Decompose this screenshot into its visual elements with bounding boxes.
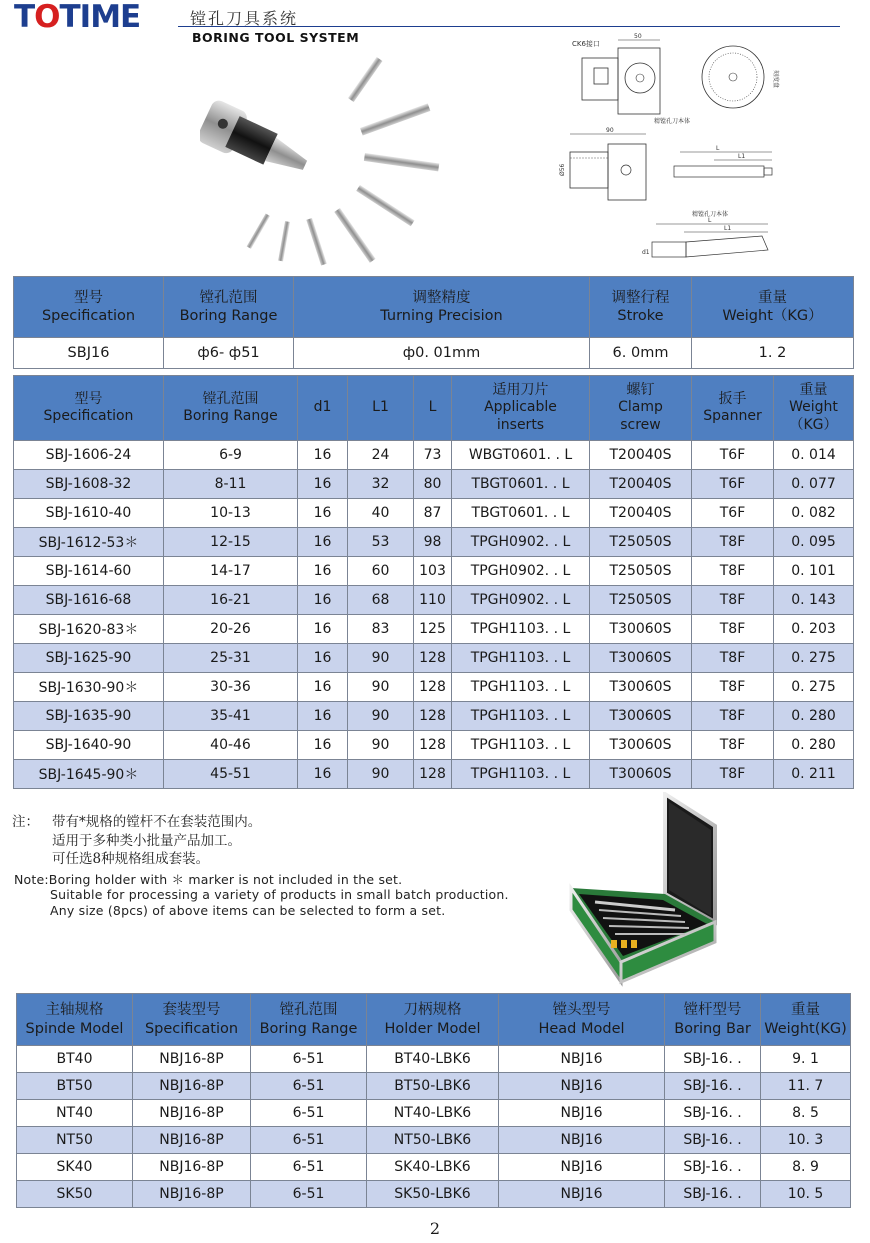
table-cell: SBJ-1614-60 — [14, 557, 164, 586]
table-cell: 8. 9 — [761, 1154, 851, 1181]
table-row — [17, 1154, 851, 1181]
table-cell: 0. 275 — [774, 644, 854, 673]
table-cell: T8F — [692, 731, 774, 760]
table-row — [14, 441, 854, 470]
note-cn-line: 可任选8种规格组成套装。 — [52, 851, 210, 867]
boring-tools-photo — [200, 40, 460, 276]
svg-text:精镗孔刀本体: 精镗孔刀本体 — [692, 211, 729, 218]
table-cell: T8F — [692, 702, 774, 731]
col-header: L1 — [348, 376, 414, 441]
table-cell: SBJ-16. . — [665, 1046, 761, 1073]
table-cell: 128 — [414, 644, 452, 673]
table-row — [14, 338, 854, 369]
table-row — [14, 586, 854, 615]
table-cell: 0. 014 — [774, 441, 854, 470]
page-title-en: BORING TOOL SYSTEM — [192, 30, 360, 45]
table-cell: T30060S — [590, 615, 692, 644]
svg-text:刻度盘: 刻度盘 — [772, 70, 779, 89]
table-cell: TPGH1103. . L — [452, 702, 590, 731]
table-cell: 73 — [414, 441, 452, 470]
table-cell: 60 — [348, 557, 414, 586]
note-en-line: Note:Boring holder with ＊ marker is not included in the set. — [14, 872, 403, 887]
col-header: 重量 Weight （KG） — [774, 376, 854, 441]
table-cell: T8F — [692, 644, 774, 673]
col-header: d1 — [298, 376, 348, 441]
table-cell: 24 — [348, 441, 414, 470]
table-cell: SBJ-16. . — [665, 1100, 761, 1127]
svg-text:90: 90 — [606, 127, 614, 134]
table-cell: 16 — [298, 615, 348, 644]
col-header: 套装型号 Specification — [133, 994, 251, 1046]
table-cell: 32 — [348, 470, 414, 499]
table-cell: NT40 — [17, 1100, 133, 1127]
table-cell: 35-41 — [164, 702, 298, 731]
table-cell: T8F — [692, 615, 774, 644]
table-cell: 16 — [298, 557, 348, 586]
table-cell: 16 — [298, 644, 348, 673]
table-cell: T20040S — [590, 470, 692, 499]
table-cell: TPGH0902. . L — [452, 528, 590, 557]
col-header: 适用刀片 Applicable inserts — [452, 376, 590, 441]
table-cell: WBGT0601. . L — [452, 441, 590, 470]
table-cell: TBGT0601. . L — [452, 499, 590, 528]
table-cell: T8F — [692, 586, 774, 615]
table-cell: SBJ-1616-68 — [14, 586, 164, 615]
table-cell: NBJ16 — [499, 1154, 665, 1181]
brand-logo: TOTIME — [14, 0, 141, 35]
svg-text:d1: d1 — [642, 249, 650, 256]
table-cell: SBJ-1620-83＊ — [14, 615, 164, 644]
table-cell: 10-13 — [164, 499, 298, 528]
table-cell: NT40-LBK6 — [367, 1100, 499, 1127]
table-cell: 16 — [298, 586, 348, 615]
col-header: 重量 Weight(KG) — [761, 994, 851, 1046]
table-cell: T6F — [692, 470, 774, 499]
table-cell: 0. 101 — [774, 557, 854, 586]
table-cell: 0. 203 — [774, 615, 854, 644]
col-header: 镗孔范围 Boring Range — [164, 376, 298, 441]
table-cell: 0. 077 — [774, 470, 854, 499]
table-cell: TBGT0601. . L — [452, 470, 590, 499]
table-cell: T30060S — [590, 673, 692, 702]
table-cell: NBJ16 — [499, 1127, 665, 1154]
table-cell: 68 — [348, 586, 414, 615]
table-cell: T25050S — [590, 557, 692, 586]
table-cell: BT50 — [17, 1073, 133, 1100]
table-cell: T20040S — [590, 499, 692, 528]
tool-case-photo — [565, 792, 725, 992]
table-cell: SBJ-1625-90 — [14, 644, 164, 673]
table-row — [14, 615, 854, 644]
table-cell: 87 — [414, 499, 452, 528]
table-cell: 6. 0mm — [590, 338, 692, 369]
table-cell: SBJ-1610-40 — [14, 499, 164, 528]
table-cell: NT50 — [17, 1127, 133, 1154]
table-cell: 25-31 — [164, 644, 298, 673]
table-cell: 8. 5 — [761, 1100, 851, 1127]
table-row — [17, 1046, 851, 1073]
page-title-cn: 镗孔刀具系统 — [190, 9, 299, 28]
table-cell: 12-15 — [164, 528, 298, 557]
table-cell: 6-51 — [251, 1100, 367, 1127]
table-cell: 16-21 — [164, 586, 298, 615]
table-cell: 0. 143 — [774, 586, 854, 615]
table-cell: ф0. 01mm — [294, 338, 590, 369]
table-cell: 16 — [298, 760, 348, 789]
table-cell: NBJ16-8P — [133, 1181, 251, 1208]
svg-text:L1: L1 — [724, 225, 732, 232]
table-cell: TPGH1103. . L — [452, 644, 590, 673]
table-cell: 80 — [414, 470, 452, 499]
table-cell: 16 — [298, 470, 348, 499]
table-cell: 0. 211 — [774, 760, 854, 789]
table-row — [17, 1181, 851, 1208]
svg-text:Ø56: Ø56 — [559, 163, 566, 176]
table-cell: 6-51 — [251, 1127, 367, 1154]
col-header: 型号 Specification — [14, 376, 164, 441]
col-header: 螺钉 Clamp screw — [590, 376, 692, 441]
table-row — [17, 1127, 851, 1154]
table-cell: TPGH1103. . L — [452, 731, 590, 760]
table-cell: 9. 1 — [761, 1046, 851, 1073]
table-cell: TPGH1103. . L — [452, 615, 590, 644]
table-cell: T8F — [692, 528, 774, 557]
table-cell: 110 — [414, 586, 452, 615]
table-cell: 0. 280 — [774, 702, 854, 731]
table-cell: 98 — [414, 528, 452, 557]
table-cell: 10. 3 — [761, 1127, 851, 1154]
table-cell: T30060S — [590, 644, 692, 673]
table-row — [14, 702, 854, 731]
col-header: L — [414, 376, 452, 441]
table-cell: NBJ16 — [499, 1073, 665, 1100]
table-cell: NBJ16-8P — [133, 1100, 251, 1127]
table-cell: 16 — [298, 702, 348, 731]
table-cell: 103 — [414, 557, 452, 586]
table-cell: T6F — [692, 499, 774, 528]
svg-text:CK6接口: CK6接口 — [572, 40, 600, 48]
table-cell: SBJ16 — [14, 338, 164, 369]
table-row — [17, 1073, 851, 1100]
table-cell: 90 — [348, 760, 414, 789]
table-row — [14, 644, 854, 673]
table-cell: SBJ-1630-90＊ — [14, 673, 164, 702]
table-cell: 40 — [348, 499, 414, 528]
table-cell: NBJ16 — [499, 1181, 665, 1208]
table-cell: SBJ-1640-90 — [14, 731, 164, 760]
table-cell: 8-11 — [164, 470, 298, 499]
col-header: 主轴规格 Spinde Model — [17, 994, 133, 1046]
table-cell: TPGH0902. . L — [452, 586, 590, 615]
note-cn-line: 适用于多种类小批量产品加工。 — [52, 833, 241, 849]
col-header: 镗杆型号 Boring Bar — [665, 994, 761, 1046]
note-en-line: Any size (8pcs) of above items can be selected to form a set. — [50, 903, 446, 918]
table-cell: SBJ-16. . — [665, 1181, 761, 1208]
table-cell: SBJ-1608-32 — [14, 470, 164, 499]
table-cell: TPGH1103. . L — [452, 673, 590, 702]
table-cell: SK50-LBK6 — [367, 1181, 499, 1208]
table-cell: T8F — [692, 673, 774, 702]
table-cell: 16 — [298, 731, 348, 760]
table-cell: T25050S — [590, 586, 692, 615]
table-cell: 6-51 — [251, 1073, 367, 1100]
table-row — [14, 528, 854, 557]
table-row — [14, 470, 854, 499]
table-cell: 128 — [414, 673, 452, 702]
header-divider — [178, 26, 840, 27]
note-en-line: Suitable for processing a variety of products in small batch production. — [50, 887, 509, 902]
table-cell: T6F — [692, 441, 774, 470]
technical-drawing — [548, 30, 848, 270]
svg-text:精镗孔刀本体: 精镗孔刀本体 — [654, 118, 691, 125]
table-cell: 30-36 — [164, 673, 298, 702]
table-cell: 14-17 — [164, 557, 298, 586]
table-cell: 20-26 — [164, 615, 298, 644]
table-cell: BT40-LBK6 — [367, 1046, 499, 1073]
table-cell: 125 — [414, 615, 452, 644]
table-row — [14, 731, 854, 760]
col-header-precision: 调整精度 Turning Precision — [294, 277, 590, 338]
table-cell: 90 — [348, 644, 414, 673]
table-cell: SBJ-16. . — [665, 1154, 761, 1181]
table-cell: 16 — [298, 528, 348, 557]
table-cell: T30060S — [590, 702, 692, 731]
table-cell: NT50-LBK6 — [367, 1127, 499, 1154]
svg-text:L1: L1 — [738, 153, 746, 160]
table-row — [14, 499, 854, 528]
table-cell: SBJ-16. . — [665, 1073, 761, 1100]
table-cell: 45-51 — [164, 760, 298, 789]
table-cell: 40-46 — [164, 731, 298, 760]
col-header: 扳手 Spanner — [692, 376, 774, 441]
svg-text:L: L — [716, 145, 720, 152]
table-cell: SK40-LBK6 — [367, 1154, 499, 1181]
table-cell: TPGH0902. . L — [452, 557, 590, 586]
table-cell: T30060S — [590, 731, 692, 760]
table-cell: 128 — [414, 731, 452, 760]
table-cell: 128 — [414, 702, 452, 731]
table-cell: 6-51 — [251, 1154, 367, 1181]
table-cell: T8F — [692, 557, 774, 586]
table-cell: T8F — [692, 760, 774, 789]
col-header: 刀柄规格 Holder Model — [367, 994, 499, 1046]
table-row — [17, 1100, 851, 1127]
table-cell: SBJ-16. . — [665, 1127, 761, 1154]
table-cell: SBJ-1612-53＊ — [14, 528, 164, 557]
table-row — [14, 760, 854, 789]
table-cell: SBJ-1606-24 — [14, 441, 164, 470]
note-cn-label: 注： — [12, 814, 39, 830]
table-cell: SK40 — [17, 1154, 133, 1181]
table-row — [14, 673, 854, 702]
table-cell: T25050S — [590, 528, 692, 557]
table-cell: NBJ16-8P — [133, 1073, 251, 1100]
table-cell: 16 — [298, 673, 348, 702]
table-row — [14, 557, 854, 586]
table-cell: NBJ16 — [499, 1100, 665, 1127]
col-header-weight: 重量 Weight（KG） — [692, 277, 854, 338]
page-number: 2 — [429, 1219, 441, 1238]
spec-summary-table — [13, 276, 854, 369]
set-table — [16, 993, 851, 1208]
table-cell: 0. 275 — [774, 673, 854, 702]
note-cn-line: 带有*规格的镗杆不在套装范围内。 — [52, 814, 262, 830]
table-cell: BT40 — [17, 1046, 133, 1073]
table-cell: NBJ16-8P — [133, 1127, 251, 1154]
table-cell: ф6- ф51 — [164, 338, 294, 369]
table-cell: T20040S — [590, 441, 692, 470]
table-cell: 0. 082 — [774, 499, 854, 528]
table-cell: 53 — [348, 528, 414, 557]
table-cell: 6-51 — [251, 1046, 367, 1073]
table-cell: NBJ16 — [499, 1046, 665, 1073]
table-cell: 11. 7 — [761, 1073, 851, 1100]
table-cell: SBJ-1635-90 — [14, 702, 164, 731]
col-header-stroke: 调整行程 Stroke — [590, 277, 692, 338]
table-cell: 0. 095 — [774, 528, 854, 557]
table-cell: 90 — [348, 702, 414, 731]
table-cell: 6-9 — [164, 441, 298, 470]
table-cell: 83 — [348, 615, 414, 644]
boring-bar-table — [13, 375, 854, 789]
table-cell: BT50-LBK6 — [367, 1073, 499, 1100]
table-cell: 16 — [298, 499, 348, 528]
table-cell: 6-51 — [251, 1181, 367, 1208]
col-header-range: 镗孔范围 Boring Range — [164, 277, 294, 338]
table-cell: 90 — [348, 673, 414, 702]
svg-text:L: L — [708, 217, 712, 224]
table-cell: 0. 280 — [774, 731, 854, 760]
col-header: 镗孔范围 Boring Range — [251, 994, 367, 1046]
table-cell: 90 — [348, 731, 414, 760]
table-cell: SBJ-1645-90＊ — [14, 760, 164, 789]
svg-text:50: 50 — [634, 33, 642, 40]
col-header: 镗头型号 Head Model — [499, 994, 665, 1046]
table-cell: TPGH1103. . L — [452, 760, 590, 789]
table-cell: SK50 — [17, 1181, 133, 1208]
table-cell: 16 — [298, 441, 348, 470]
table-cell: 10. 5 — [761, 1181, 851, 1208]
table-cell: T30060S — [590, 760, 692, 789]
table-cell: 1. 2 — [692, 338, 854, 369]
table-cell: 128 — [414, 760, 452, 789]
table-cell: NBJ16-8P — [133, 1154, 251, 1181]
col-header-spec: 型号 Specification — [14, 277, 164, 338]
table-cell: NBJ16-8P — [133, 1046, 251, 1073]
